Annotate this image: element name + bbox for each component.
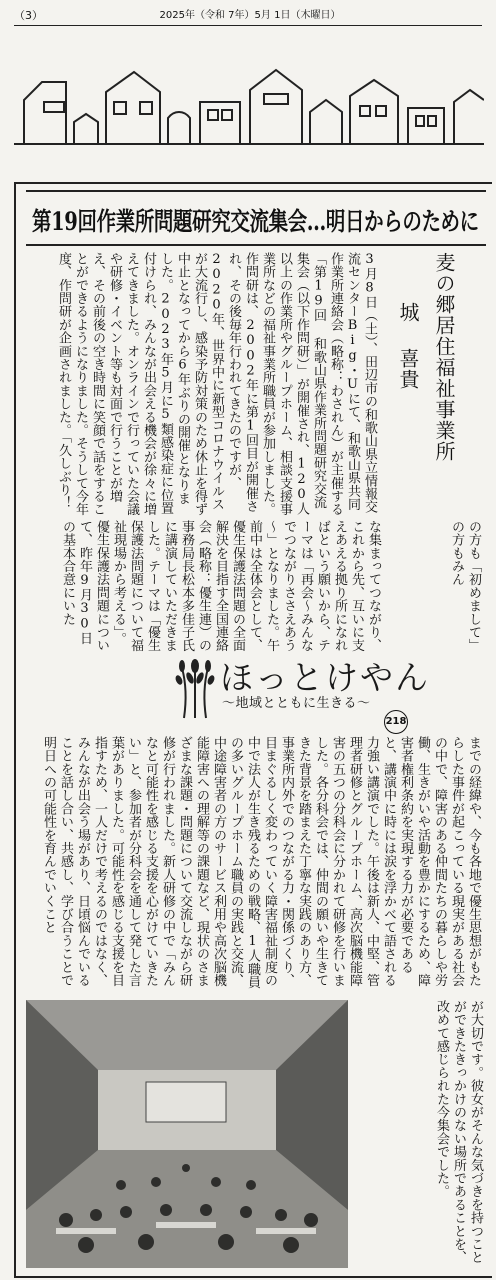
header-rule <box>14 25 482 26</box>
conference-hall-photo <box>26 1000 348 1268</box>
article-body-top: 3月8日（土）、田辺市の和歌山県立情報交流センターBig・Uにて、和歌山県共同作業所連絡会（略称：わされん）が主催する「第19回 和歌山県作業所問題研究交流集会（以下作問研）」が開催され、120人以上の作業所やグループホーム、相談支援事業所などの福祉事業所職員が参加しました。作問研は、2002年に第1回目が開催され、その後毎年行われてきたのですが、2020年、世界中に新型コロナウイルスが大流行し、感染予防対策のため休止を得ず中止となってから6年ぶりの開催となりました。2023年5月に5類感染症に位置付けられ、みんなが出会える機会が徐々に増えてきました。オンラインで行っていた会議や研修・イベント等も対面で行うことが増え、その前後の空き時間に笑顔で話をすることができるようになりました。そうして今年度、作問研が企画されました。「久しぶり！ <box>56 252 377 516</box>
headline: 第19回作業所問題研究交流集会…明日からのために <box>32 207 479 236</box>
article-body-lower: までの経緯や、今も各地で優生思想がもたらした事件が起こっている現実がある社会の中で、障害のある仲間たちの暮らしや労働、生きがいや活動を豊かにするため、障害者権利条約を実現する力が必要であると、講演中に時には涙を浮かべて語される力強い講演でした。午後は新人、中堅、管理者研修とグループホーム、高次脳機能障害の五つの分科会に分かれて研修を行いました。各分科会では、仲間の願いや生きてきた背景を踏まえた丁寧な実践のあり方、事業所内外でのつながる力・関係づくり、目まぐるしく変わっていく障害福祉制度の中で法人が生き残るための戦略、1人職員の多いグループホーム職員の実践と交流、中途障害者の方のサービス利用や高次脳機能障害への理解等の課題など、現状のさまざまな課題・問題について交流しながら研修が行われました。新人研修の中で「みんなと可能性を感じる支援を心がけていきたい」と、参加者が分科会を通して発した言葉がありました。可能性を感じる支援を目指すため、一人だけで考えるのではなく、みんなが出会う場があり、日頃悩んでいることを話し合い、共感し、学び合うことで明日への可能性を育んでいくこと <box>41 736 481 989</box>
photo-scene <box>26 1000 348 1268</box>
byline <box>384 252 462 522</box>
article-body-middle: な集まってつながり、これから先、互いに支えあえる拠り所になればという願いから、テーマは「再会～みんなでつながりささえあう～」となりました。午前中は全体会として、優生保護法問題の全面解決を目指す全国連絡会（略称：優生連）の事務局長松本多佳子氏に講演していただきました。テーマは「優生保護法問題について福祉現場から考える」。優生保護法問題について、昨年9月30日の基本合意にいた <box>60 520 381 652</box>
article-body-end: が大切です。彼女がそんな気づきを持つことができたきっかけのない場所であることを、改めて感じられた今集会でした。 <box>434 1000 483 1264</box>
headline-box <box>26 190 486 246</box>
series-number-badge: 218 <box>384 710 408 734</box>
article-body-side: の方も「初めまして」の方もみん <box>449 520 481 652</box>
page-header <box>0 0 496 28</box>
column-subtitle: ～地域とともに生きる～ <box>222 696 371 711</box>
column-title: ほっとけやん <box>220 658 430 697</box>
wheat-icon <box>170 650 220 720</box>
houses-illustration <box>14 62 484 146</box>
page-number: （3） <box>14 9 43 22</box>
byline-org: 麦の郷居住福祉事業所 <box>432 252 456 462</box>
column-banner <box>170 650 460 722</box>
byline-author: 城 喜貴 <box>396 302 420 390</box>
issue-date: 2025年（令和 7年）5月 1日（木曜日） <box>159 10 341 21</box>
